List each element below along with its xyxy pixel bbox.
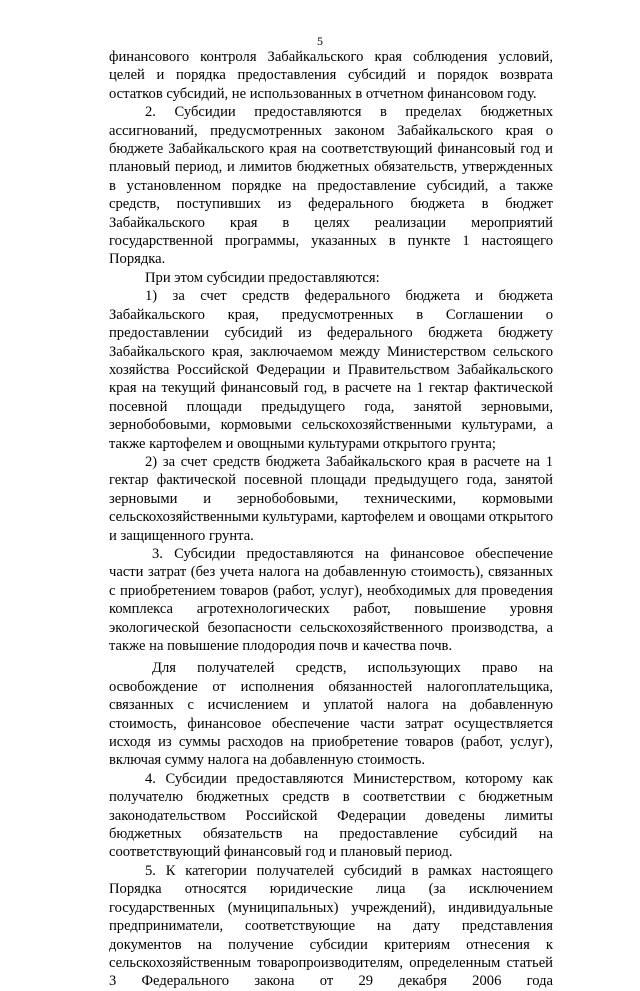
paragraph-item-4: 4. Субсидии предоставляются Министерством, которому как получателю бюджетных средств в соответствии с бюджетным законодательством Российской Федерации доведены лимиты бюджетных обязательств на предоставление субсидий на соответствующий финансовый год и плановый период.: [109, 770, 553, 861]
paragraph-subsidy-intro: При этом субсидии предоставляются:: [145, 269, 380, 286]
paragraph-item-3: 3. Субсидии предоставляются на финансовое обеспечение части затрат (без учета налога на добавленную стоимость), связанных с приобретением товаров (работ, услуг), необходимых для проведения комплекса агротехнологических работ, повышение уровня экологической безопасности сельскохозяйственного производства, а также на повышение плодородия почв и качества почв.: [109, 545, 553, 654]
page-number: 5: [317, 34, 323, 48]
paragraph-vat-exemption: Для получателей средств, использующих право на освобождение от исполнения обязанностей налогоплательщика, связанных с исчислением и уплатой налога на добавленную стоимость, финансовое обеспечение части затрат осуществляется исходя из суммы расходов на приобретение товаров (работ, услуг), включая сумму налога на добавленную стоимость.: [109, 660, 553, 769]
document-body: [109, 48, 553, 991]
paragraph-subitem-2: 2) за счет средств бюджета Забайкальского края в расчете на 1 гектар фактической посевной площади предыдущего года, занятой зерновыми и зернобобовыми, техническими, кормовыми сельскохозяйственными культурами, картофелем и овощами открытого и защищенного грунта.: [109, 453, 553, 544]
paragraph-continuation: финансового контроля Забайкальского края соблюдения условий, целей и порядка предоставления субсидий и порядок возврата остатков субсидий, не использованных в отчетном финансовом году.: [109, 49, 553, 102]
paragraph-item-5: 5. К категории получателей субсидий в рамках настоящего Порядка относятся юридические лица (за исключением государственных (муниципальных) учреждений), индивидуальные предприниматели, соответствующие на дату представления документов на получение субсидии критериям отнесения к сельскохозяйственным товаропроизводителям, определенным статьей 3 Федерального закона от 29 декабря 2006 года: [109, 862, 553, 990]
paragraph-item-2: 2. Субсидии предоставляются в пределах бюджетных ассигнований, предусмотренных законом Забайкальского края о бюджете Забайкальского края на соответствующий финансовый год и плановый период, и лимитов бюджетных обязательств, утвержденных в установленном порядке на предоставление субсидий, а также средств, поступивших из федерального бюджета в бюджет Забайкальского края в целях реализации мероприятий государственной программы, указанных в пункте 1 настоящего Порядка.: [109, 104, 553, 268]
paragraph-subitem-1: 1) за счет средств федерального бюджета и бюджета Забайкальского края, предусмотренных в Соглашении о предоставлении субсидий из федерального бюджета бюджету Забайкальского края, заключаемом между Министерством сельского хозяйства Российской Федерации и Правительством Забайкальского края на текущий финансовый год, в расчете на 1 гектар фактической посевной площади предыдущего года, занятой зерновыми, зернобобовыми, кормовыми сельскохозяйственными культурами, а также картофелем и овощными культурами открытого грунта;: [109, 288, 553, 452]
